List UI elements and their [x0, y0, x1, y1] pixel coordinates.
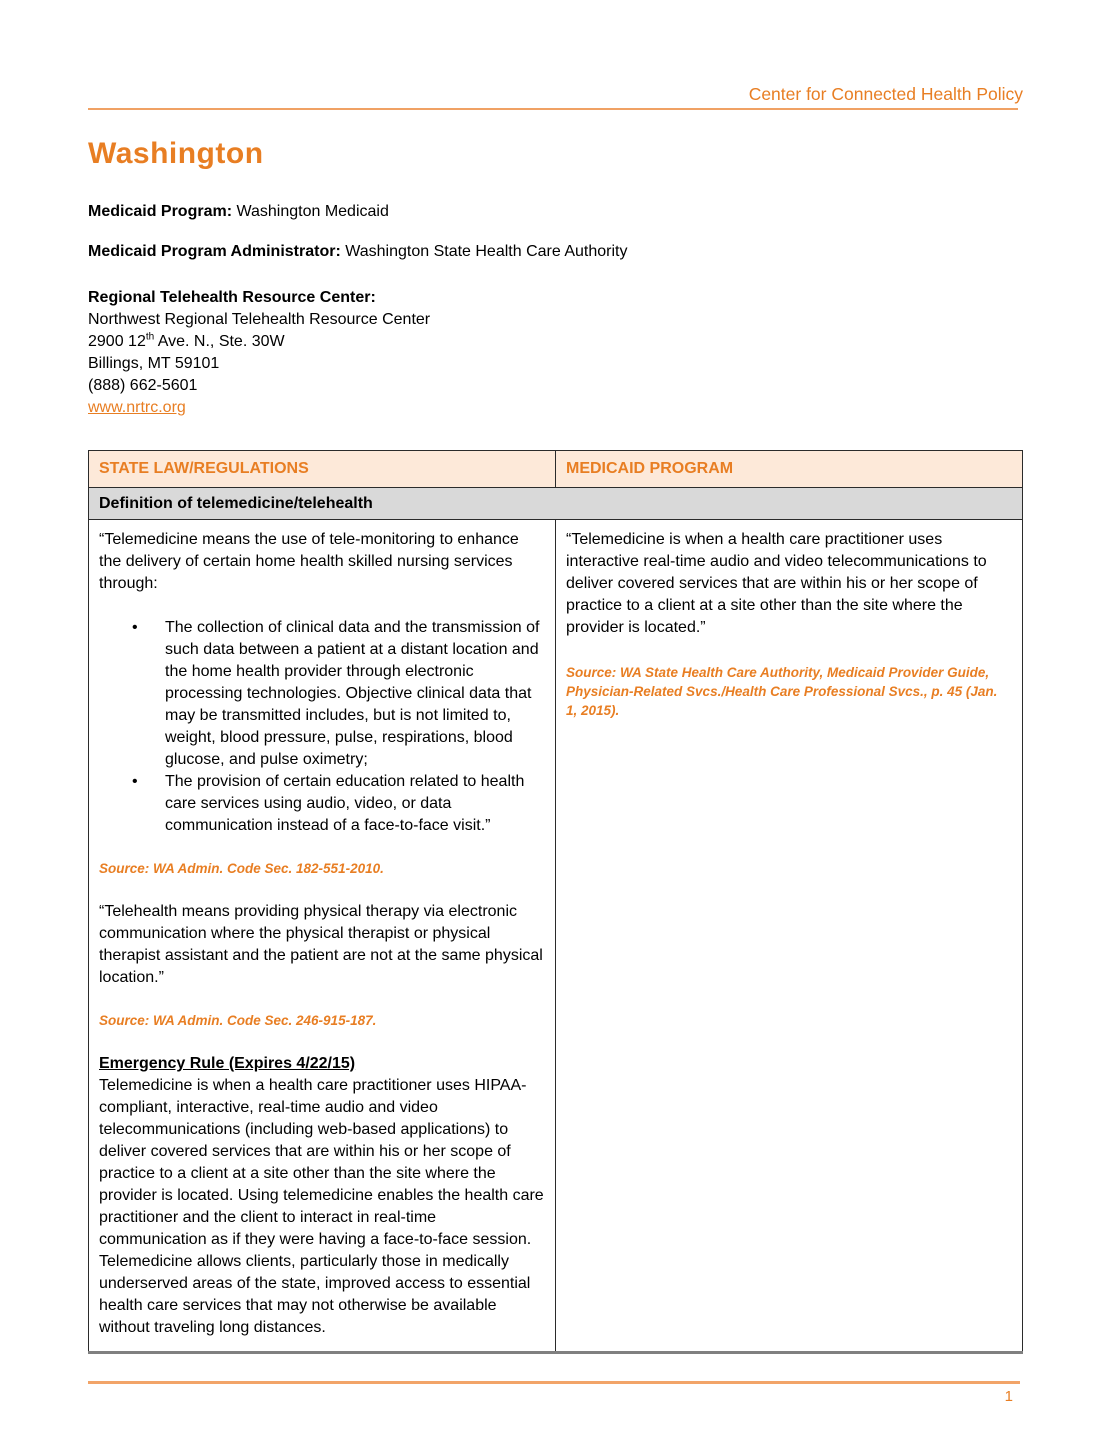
emergency-rule-heading: Emergency Rule (Expires 4/22/15): [99, 1055, 356, 1072]
state-definition-intro: “Telemedicine means the use of tele-monitoring to enhance the delivery of certain home health skilled nursing services through:: [99, 531, 519, 592]
nrtrc-link[interactable]: www.nrtrc.org: [88, 399, 186, 416]
medicaid-program-cell: [556, 520, 1023, 1353]
resource-center-address: [88, 331, 1023, 353]
telehealth-definition: “Telehealth means providing physical therapy via electronic communication where the physical therapist or physical therapist assistant and the patient are not at the same physical location.”: [99, 903, 543, 986]
resource-center-city: Billings, MT 59101: [88, 355, 220, 372]
column-header-medicaid: MEDICAID PROGRAM: [556, 451, 1023, 488]
resource-center-label: Regional Telehealth Resource Center:: [88, 289, 376, 306]
resource-center-name: Northwest Regional Telehealth Resource Center: [88, 311, 431, 328]
medicaid-program-label: Medicaid Program:: [88, 203, 233, 220]
source-citation: Source: WA Admin. Code Sec. 246-915-187.: [99, 1013, 377, 1028]
brand-header: Center for Connected Health Policy: [748, 84, 1023, 104]
address-street: 2900 12: [88, 333, 146, 350]
state-definition-bullets: [99, 617, 545, 837]
page-title: Washington: [88, 137, 264, 170]
administrator-value: Washington State Health Care Authority: [340, 243, 628, 260]
medicaid-definition: “Telemedicine is when a health care practitioner uses interactive real-time audio and video telecommunications to deliver covered services that are within his or her scope of practice to a client at a site other than the site where the provider is located.”: [566, 531, 987, 636]
administrator-line: [88, 241, 1023, 263]
bullet-clinical-data: • The collection of clinical data and the transmission of such data between a patient at a distant location and the home health provider through electronic processing technologies. Objective clinical data that may be transmitted includes, but is not limited to, weight, blood pressure, pulse, respirations, blood glucose, and pulse oximetry;: [99, 617, 545, 771]
section-title: Definition of telemedicine/telehealth: [89, 488, 1023, 520]
header-rule: [88, 108, 1018, 110]
source-citation: Source: WA State Health Care Authority, Medicaid Provider Guide, Physician-Related Svcs./Health Care Professional Svcs., p. 45 (Jan. 1, 2015).: [566, 665, 998, 718]
medicaid-program-value: Washington Medicaid: [232, 203, 389, 220]
medicaid-program-line: [88, 201, 1023, 223]
source-citation: Source: WA Admin. Code Sec. 182-551-2010.: [99, 861, 384, 876]
administrator-label: Medicaid Program Administrator:: [88, 243, 341, 260]
state-law-cell: [89, 520, 556, 1353]
table-header-row: [89, 451, 1023, 488]
address-suite: Ave. N., Ste. 30W: [154, 333, 285, 350]
content-row: [89, 520, 1023, 1353]
section-title-row: [89, 488, 1023, 520]
page-number: 1: [1004, 1388, 1013, 1405]
bullet-education: • The provision of certain education related to health care services using audio, video, or data communication instead of a face-to-face visit.”: [99, 771, 545, 837]
resource-center-phone: (888) 662-5601: [88, 377, 198, 394]
policy-comparison-table: [88, 450, 1023, 1354]
emergency-rule-text: Telemedicine is when a health care practitioner uses HIPAA-compliant, interactive, real-time audio and video telecommunications (including web-based applications) to deliver covered services that are within his or her scope of practice to a client at a site other than the site where the provider is located. Using telemedicine enables the health care practitioner and the client to interact in real-time communication as if they were having a face-to-face session. Telemedicine allows clients, particularly those in medically underserved areas of the state, improved access to essential health care services that may not otherwise be available without traveling long distances.: [99, 1077, 544, 1336]
column-header-state-law: STATE LAW/REGULATIONS: [89, 451, 556, 488]
footer-rule: [88, 1381, 1020, 1384]
address-ordinal-suffix: th: [145, 331, 155, 343]
resource-center-block: [88, 287, 1023, 419]
